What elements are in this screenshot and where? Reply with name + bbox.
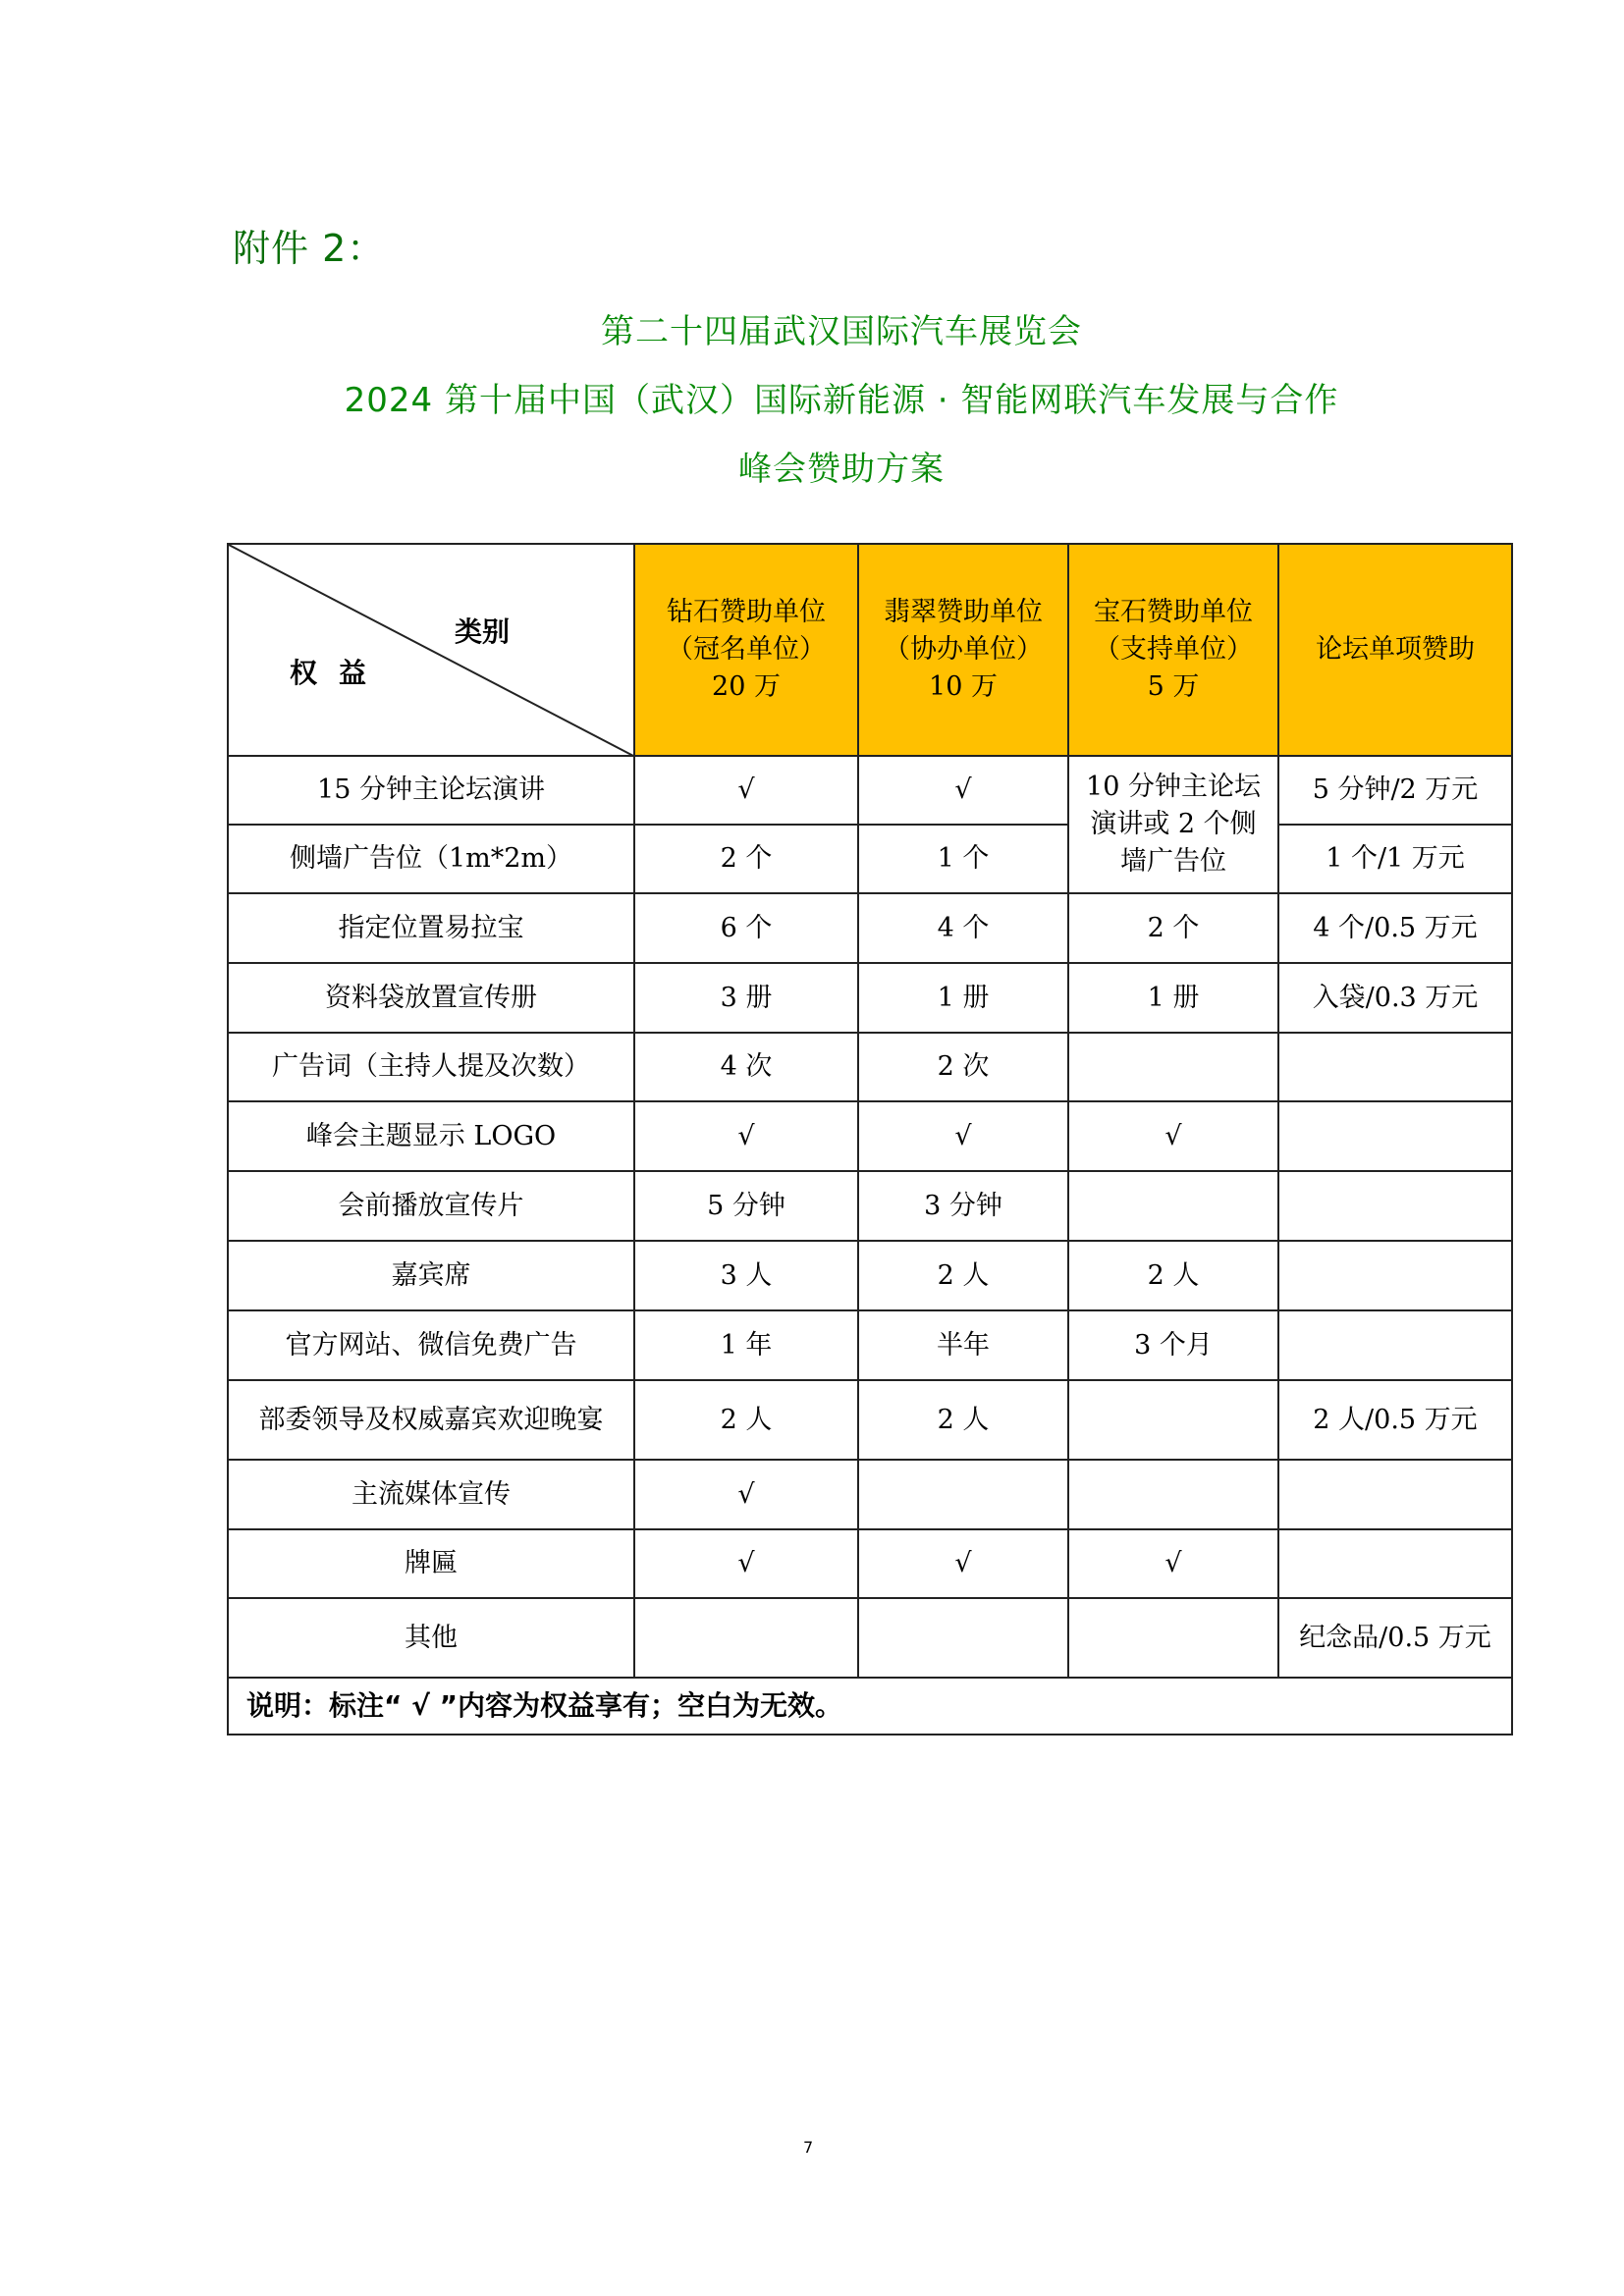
header-emerald-role: （协办单位） — [884, 634, 1043, 665]
diamond-cell: √ — [634, 1101, 858, 1171]
benefit-cell: 广告词（主持人提及次数） — [228, 1033, 634, 1101]
diamond-cell: √ — [634, 756, 858, 825]
emerald-cell: 2 人 — [858, 1241, 1068, 1310]
single-cell — [1278, 1101, 1512, 1171]
table-row — [228, 1529, 1512, 1598]
emerald-cell: √ — [858, 1101, 1068, 1171]
benefit-cell: 其他 — [228, 1598, 634, 1678]
benefit-cell: 指定位置易拉宝 — [228, 893, 634, 963]
table-row — [228, 963, 1512, 1033]
single-cell — [1278, 1171, 1512, 1241]
corner-cell — [228, 544, 634, 756]
header-emerald-price: 10 万 — [929, 671, 998, 702]
note-text: 说明：标注“ √ ”内容为权益享有；空白为无效。 — [228, 1678, 1512, 1735]
diamond-cell: √ — [634, 1529, 858, 1598]
single-cell — [1278, 1529, 1512, 1598]
benefit-cell: 侧墙广告位（1m*2m） — [228, 825, 634, 893]
table-row — [228, 756, 1512, 825]
emerald-cell — [858, 1460, 1068, 1529]
corner-benefit-label: 权益 — [290, 657, 389, 689]
gem-cell: √ — [1068, 1101, 1278, 1171]
header-emerald-name: 翡翠赞助单位 — [884, 597, 1043, 627]
diamond-cell: 4 次 — [634, 1033, 858, 1101]
single-cell: 1 个/1 万元 — [1278, 825, 1512, 893]
diamond-cell: 1 年 — [634, 1310, 858, 1380]
benefit-cell: 资料袋放置宣传册 — [228, 963, 634, 1033]
table-row — [228, 1241, 1512, 1310]
header-gem-role: （支持单位） — [1094, 634, 1253, 665]
table-row — [228, 1033, 1512, 1101]
gem-cell: 2 个 — [1068, 893, 1278, 963]
benefit-cell: 峰会主题显示 LOGO — [228, 1101, 634, 1171]
gem-cell — [1068, 1171, 1278, 1241]
single-cell — [1278, 1241, 1512, 1310]
table-row — [228, 1171, 1512, 1241]
emerald-cell: 半年 — [858, 1310, 1068, 1380]
diamond-cell: 3 册 — [634, 963, 858, 1033]
header-row — [228, 544, 1512, 756]
emerald-cell: 3 分钟 — [858, 1171, 1068, 1241]
benefit-cell: 部委领导及权威嘉宾欢迎晚宴 — [228, 1380, 634, 1460]
single-cell: 5 分钟/2 万元 — [1278, 756, 1512, 825]
benefit-cell: 嘉宾席 — [228, 1241, 634, 1310]
single-cell: 4 个/0.5 万元 — [1278, 893, 1512, 963]
table-row — [228, 1598, 1512, 1678]
note-row — [228, 1678, 1512, 1735]
diamond-cell: 2 人 — [634, 1380, 858, 1460]
single-cell: 2 人/0.5 万元 — [1278, 1380, 1512, 1460]
title-line-3: 峰会赞助方案 — [738, 450, 945, 489]
diagonal-line — [229, 545, 635, 757]
header-single-name: 论坛单项赞助 — [1316, 634, 1475, 665]
header-gem-price: 5 万 — [1147, 671, 1200, 702]
header-diamond-price: 20 万 — [712, 671, 781, 702]
gem-cell — [1068, 1380, 1278, 1460]
single-cell — [1278, 1033, 1512, 1101]
header-diamond-name: 钻石赞助单位 — [667, 597, 826, 627]
benefit-cell: 牌匾 — [228, 1529, 634, 1598]
sponsorship-table — [227, 543, 1513, 1735]
gem-cell: 2 人 — [1068, 1241, 1278, 1310]
table-row — [228, 893, 1512, 963]
diamond-cell: 2 个 — [634, 825, 858, 893]
single-cell — [1278, 1310, 1512, 1380]
header-diamond-role: （冠名单位） — [667, 634, 826, 665]
diamond-cell: √ — [634, 1460, 858, 1529]
benefit-cell: 主流媒体宣传 — [228, 1460, 634, 1529]
header-gem-name: 宝石赞助单位 — [1094, 597, 1253, 627]
emerald-cell: √ — [858, 1529, 1068, 1598]
emerald-cell: 1 个 — [858, 825, 1068, 893]
table-row — [228, 1460, 1512, 1529]
table-row — [228, 1380, 1512, 1460]
title-line-1: 第二十四届武汉国际汽车展览会 — [601, 312, 1082, 351]
gem-cell — [1068, 1033, 1278, 1101]
emerald-cell — [858, 1598, 1068, 1678]
emerald-cell: √ — [858, 756, 1068, 825]
gem-cell: 1 册 — [1068, 963, 1278, 1033]
header-emerald — [858, 544, 1068, 756]
single-cell: 入袋/0.3 万元 — [1278, 963, 1512, 1033]
diamond-cell: 3 人 — [634, 1241, 858, 1310]
corner-category-label: 类别 — [455, 615, 511, 648]
benefit-cell: 会前播放宣传片 — [228, 1171, 634, 1241]
emerald-cell: 2 次 — [858, 1033, 1068, 1101]
single-cell: 纪念品/0.5 万元 — [1278, 1598, 1512, 1678]
page-number: 7 — [803, 2138, 814, 2157]
header-single — [1278, 544, 1512, 756]
gem-cell: 3 个月 — [1068, 1310, 1278, 1380]
table-row — [228, 825, 1512, 893]
attachment-label: 附件 2： — [233, 227, 386, 270]
emerald-cell: 2 人 — [858, 1380, 1068, 1460]
diamond-cell: 6 个 — [634, 893, 858, 963]
gem-cell — [1068, 1598, 1278, 1678]
table-row — [228, 1310, 1512, 1380]
table-row — [228, 1101, 1512, 1171]
diamond-cell — [634, 1598, 858, 1678]
gem-cell: √ — [1068, 1529, 1278, 1598]
gem-merged-cell: 10 分钟主论坛演讲或 2 个侧墙广告位 — [1068, 756, 1278, 893]
benefit-cell: 官方网站、微信免费广告 — [228, 1310, 634, 1380]
diamond-cell: 5 分钟 — [634, 1171, 858, 1241]
header-gem — [1068, 544, 1278, 756]
benefit-cell: 15 分钟主论坛演讲 — [228, 756, 634, 825]
emerald-cell: 1 册 — [858, 963, 1068, 1033]
title-line-2: 2024 第十届中国（武汉）国际新能源 · 智能网联汽车发展与合作 — [344, 381, 1339, 420]
gem-cell — [1068, 1460, 1278, 1529]
single-cell — [1278, 1460, 1512, 1529]
emerald-cell: 4 个 — [858, 893, 1068, 963]
header-diamond — [634, 544, 858, 756]
